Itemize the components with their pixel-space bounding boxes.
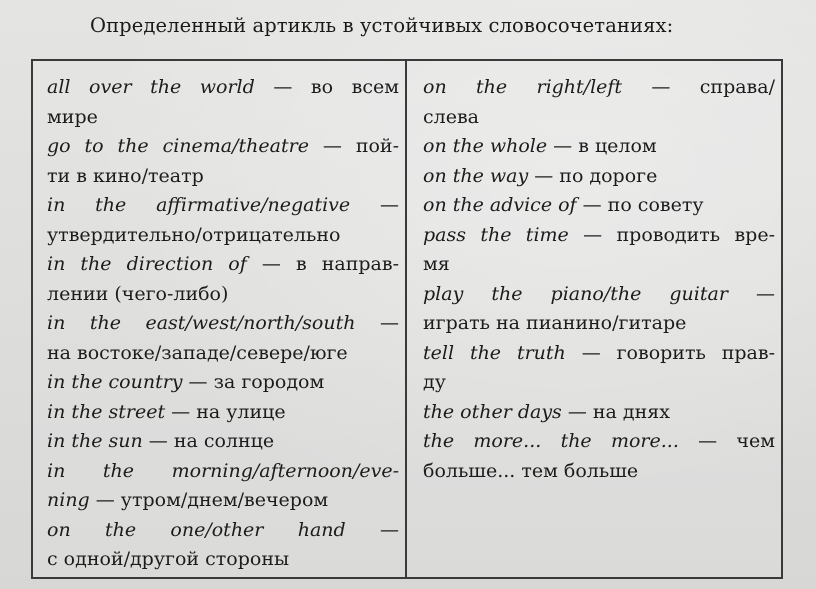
phrase-line: [423, 103, 775, 133]
phrase-line: [423, 250, 775, 280]
phrase-line: [47, 545, 399, 575]
russian-translation: — во всем: [254, 76, 399, 98]
phrase-line: [423, 427, 775, 457]
phrase-line: [47, 427, 399, 457]
russian-translation: играть на пианино/гитаре: [423, 312, 687, 334]
russian-translation: — справа/: [622, 76, 775, 98]
phrase-line: [47, 486, 399, 516]
russian-translation: лении (чего-либо): [47, 282, 229, 305]
russian-translation: на востоке/западе/севере/юге: [47, 341, 348, 364]
english-phrase: the other days: [423, 400, 562, 423]
english-phrase: in the direction of: [47, 253, 247, 275]
russian-translation: с одной/другой стороны: [47, 548, 290, 570]
russian-translation: — в целом: [547, 135, 657, 157]
english-phrase: in the sun: [47, 430, 143, 452]
russian-translation: —: [345, 518, 399, 541]
phrase-line: [423, 309, 775, 339]
column-divider: [405, 61, 407, 577]
russian-translation: — говорить прав-: [565, 341, 775, 364]
english-phrase: ning: [47, 489, 90, 511]
english-phrase: in the country: [47, 371, 183, 393]
english-phrase: play the piano/the guitar: [423, 282, 728, 305]
russian-translation: — на улице: [165, 400, 286, 423]
russian-translation: ти в кино/театр: [47, 164, 204, 187]
russian-translation: — в направ-: [246, 253, 399, 275]
phrase-line: [47, 250, 399, 280]
russian-translation: мя: [423, 253, 450, 275]
phrase-line: [423, 339, 775, 369]
phrase-line: [47, 398, 399, 428]
phrase-line: [423, 457, 775, 487]
phrase-line: [47, 516, 399, 546]
phrases-table: [31, 59, 783, 579]
phrase-line: [47, 339, 399, 369]
russian-translation: — за городом: [182, 371, 325, 393]
phrase-line: [47, 103, 399, 133]
phrase-line: [47, 73, 399, 103]
phrase-line: [423, 221, 775, 251]
russian-translation: больше... тем больше: [423, 459, 639, 482]
phrase-line: [423, 280, 775, 310]
phrase-line: [423, 191, 775, 221]
phrase-line: [47, 191, 399, 221]
russian-translation: — по совету: [576, 194, 704, 216]
russian-translation: —: [350, 194, 399, 216]
russian-translation: — проводить вре-: [568, 223, 775, 246]
left-column: [47, 73, 399, 575]
english-phrase: in the affirmative/negative: [47, 194, 351, 216]
phrase-line: [423, 368, 775, 398]
english-phrase: the more... the more...: [423, 430, 679, 452]
phrase-line: [423, 162, 775, 192]
russian-translation: — по дороге: [528, 164, 658, 187]
english-phrase: on the one/other hand: [47, 518, 346, 541]
page-heading: Определенный артикль в устойчивых словосочетаниях:: [90, 14, 674, 37]
russian-translation: —: [727, 282, 775, 305]
phrase-line: [47, 132, 399, 162]
english-phrase: tell the truth: [423, 341, 566, 364]
phrase-line: [47, 368, 399, 398]
russian-translation: слева: [423, 105, 479, 128]
russian-translation: — утром/днем/вечером: [89, 489, 329, 511]
phrase-line: [423, 398, 775, 428]
english-phrase: on the right/left: [423, 76, 623, 98]
russian-translation: ду: [423, 371, 446, 393]
russian-translation: — на днях: [561, 400, 670, 423]
russian-translation: — пой-: [308, 135, 400, 157]
phrase-line: [47, 457, 399, 487]
english-phrase: go to the cinema/theatre: [47, 135, 309, 157]
phrase-line: [47, 309, 399, 339]
russian-translation: — чем: [678, 430, 775, 452]
phrase-line: [423, 73, 775, 103]
english-phrase: pass the time: [423, 223, 569, 246]
english-phrase: in the east/west/north/south: [47, 312, 356, 334]
phrase-line: [423, 132, 775, 162]
phrase-line: [47, 221, 399, 251]
english-phrase: in the morning/afternoon/eve-: [47, 459, 399, 482]
russian-translation: —: [355, 312, 399, 334]
english-phrase: on the advice of: [423, 194, 577, 216]
right-column: [423, 73, 775, 486]
russian-translation: утвердительно/отрицательно: [47, 223, 341, 246]
english-phrase: on the whole: [423, 135, 548, 157]
english-phrase: on the way: [423, 164, 529, 187]
english-phrase: all over the world: [47, 76, 255, 98]
russian-translation: — на солнце: [142, 430, 275, 452]
phrase-line: [47, 280, 399, 310]
english-phrase: in the street: [47, 400, 166, 423]
russian-translation: мире: [47, 105, 98, 128]
phrase-line: [47, 162, 399, 192]
